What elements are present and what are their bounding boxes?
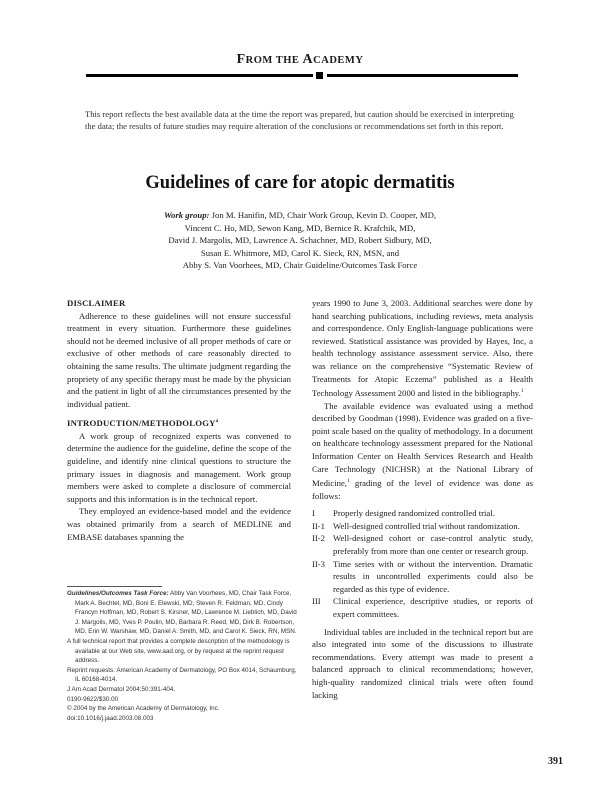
author-list [100, 209, 500, 272]
header-rule-left [86, 74, 313, 77]
evidence-grade-item: I Properly designed randomized controlled trial. [312, 508, 495, 519]
author-line: David J. Margolis, MD, Lawrence A. Schachner, MD, Robert Sidbury, MD, [168, 235, 432, 245]
article-title: Guidelines of care for atopic dermatitis [145, 173, 455, 193]
section-title-rest-2: CADEMY [313, 55, 364, 66]
footnote-code: 0190-9622/$30.00 [67, 695, 119, 703]
evidence-grade-list [312, 507, 533, 620]
left-column [67, 297, 291, 543]
evidence-grade-item: II-1 Well-designed controlled trial without randomization. [312, 520, 520, 531]
evidence-grade-item: II-2 Well-designed cohort or case-control analytic study, preferably from more than one center or research group. [312, 533, 533, 557]
work-group-label: Work group: [163, 210, 210, 220]
section-title-initial: F [236, 52, 246, 67]
page-number: 391 [548, 756, 563, 767]
methodology-paragraph-2: They employed an evidence-based model and the evidence was obtained primarily from a search of MEDLINE and EMBASE databases spanning the [67, 506, 291, 542]
evidence-grade-item: II-3 Time series with or without the intervention. Dramatic results in uncontrolled experiments could also be regarded as this type of evidence. [312, 558, 533, 594]
footnote-divider [67, 586, 162, 587]
section-title [0, 51, 600, 68]
footnote-doi: doi:10.1016/j.jaad.2003.08.003 [67, 714, 154, 722]
caution-note: This report reflects the best available data at the time the report was prepared, but caution should be exercised in interpreting the data; the results of future studies may require alteration of the conclusions or recommendations set forth in this report. [85, 109, 514, 132]
section-title-rest: ROM THE [245, 55, 303, 66]
author-line: Susan E. Whitmore, MD, Carol K. Sieck, RN, MSN, and [200, 247, 400, 258]
author-line: Vincent C. Ho, MD, Sewon Kang, MD, Bernice R. Krafchik, MD, [184, 222, 416, 233]
right-column [312, 297, 533, 701]
evidence-grade-item: III Clinical experience, descriptive studies, or reports of expert committees. [312, 596, 533, 620]
footnote-task-force: Guidelines/Outcomes Task Force: Abby Van Voorhees, MD, Chair Task Force, Mark A. Bechtel, MD, Boni E. Elewski, MD, Steven R. Feldman, MD, Cindy Francyn Hoffman, MD, Robert S. Kirsner, MD, Lawrence M. Lieblich, MD, David J. Margolis, MD, Yves P. Poulin, MD, Barbara R. Reed, MD, Dirk B. Robertson, MD, Erin W. Warshaw, MD, Daniel A. Smith, MD, and Carol K. Sieck, RN, MSN. [67, 590, 297, 636]
right-paragraph-1: years 1990 to June 3, 2003. Additional searches were done by hand searching publications, including reviews, meta analysis and correspondence. Only English-language publications were reviewed. Statistical assistance was provided by Hayes, Inc, a health technology assistance assessment service. Also, there was reliance on the comprehensive “Systematic Review of Treatments for Atopic Eczema” published as a Health Technology Assessment 2000 and listed in the bibliography.$^1$ [312, 298, 533, 399]
header-rule-marker [316, 72, 323, 79]
methodology-paragraph-1: A work group of recognized experts was convened to determine the audience for the guideline, define the scope of the guideline, and identify nine clinical questions to structure the primary issues in diagnosis and management. Work group members were asked to complete a disclosure of commercial supports and this information is in the technical report. [67, 430, 291, 504]
disclaimer-heading: DISCLAIMER [67, 298, 126, 308]
footnotes [67, 589, 297, 723]
footnote-journal: J Am Acad Dermatol 2004;50:391-404. [67, 685, 176, 693]
section-title-initial-2: A [302, 52, 314, 67]
methodology-heading: INTRODUCTION/METHODOLOGY$^a$ [67, 418, 219, 429]
right-paragraph-2: The available evidence was evaluated using a method described by Goodman (1998). Evidence was graded on a five-point scale based on the quality of methodology. In a document on healthcare technology assessment prepared for the National Information Center on Health Services Research and Health Care Technology (NICHSR) at the National Library of Medicine,$^1$ grading of the level of evidence was done as follows: [312, 400, 533, 501]
footnote-reprint: Reprint requests: American Academy of Dermatology, PO Box 4014, Schaumburg, IL 60168-4014. [67, 666, 297, 684]
disclaimer-text: Adherence to these guidelines will not ensure successful treatment in every situation. Furthermore these guidelines should not be deemed inclusive of all proper methods of care or exclusive of other methods of care reasonably directed to obtaining the same results. The ultimate judgment regarding the propriety of any specific therapy must be made by the physician and the patient in light of all the circumstances presented by the individual patient. [67, 310, 291, 409]
author-line: Work group: Jon M. Hanifin, MD, Chair Work Group, Kevin D. Cooper, MD, [163, 210, 437, 220]
author-line: Abby S. Van Voorhees, MD, Chair Guideline/Outcomes Task Force [182, 260, 418, 270]
footnote-copyright: © 2004 by the American Academy of Dermatology, Inc. [67, 705, 220, 713]
footnote-technical-report: A full technical report that provides a complete description of the methodology is available at our Web site, www.aad.org, or by request at the reprint request address. [67, 637, 290, 665]
header-rule-right [327, 74, 518, 77]
right-paragraph-3: Individual tables are included in the technical report but are also integrated into some of the discussions to illustrate recommendations. Every attempt was made to present a balanced approach to clinical recommendations; however, high-quality randomized clinical trials were often found lacking [312, 626, 533, 700]
